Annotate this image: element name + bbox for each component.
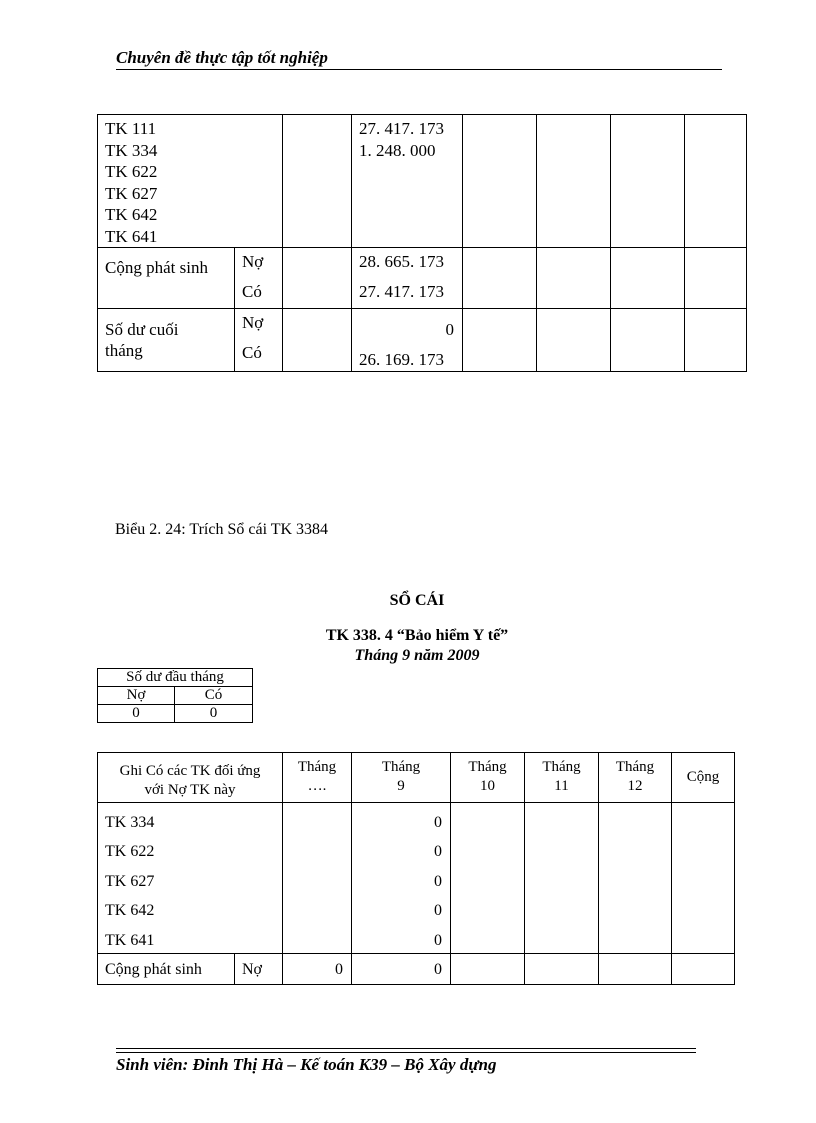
- debit-value: 0: [98, 705, 175, 723]
- total-month-9-value: 0: [352, 954, 451, 985]
- ledger-account-title: TK 338. 4 “Bảo hiểm Y tế”: [325, 627, 509, 644]
- list-item: TK 641: [105, 226, 158, 246]
- list-item: TK 622: [105, 843, 155, 861]
- total-prev-month-value: 0: [283, 954, 352, 985]
- month-9-values: [352, 803, 451, 954]
- footer-rule: [116, 1048, 696, 1049]
- month-header: Tháng ….: [283, 753, 352, 803]
- figure-caption: Biểu 2. 24: Trích Sổ cái TK 3384: [115, 521, 329, 538]
- total-header: Cộng: [672, 753, 735, 803]
- list-item: TK 627: [105, 872, 155, 890]
- contra-account-list: [98, 115, 283, 248]
- debit-credit-labels: Nợ Có: [235, 248, 283, 309]
- footer-rule: [116, 1052, 696, 1053]
- debit-label: Nợ: [235, 954, 283, 985]
- amount-list: [352, 115, 463, 248]
- month-header: Tháng 10: [451, 753, 525, 803]
- closing-balance-values: 0 26. 169. 173: [352, 309, 463, 372]
- ledger-table: [97, 752, 735, 985]
- month-header: Tháng 9: [352, 753, 451, 803]
- list-item: TK 334: [105, 140, 158, 160]
- ledger-period: Tháng 9 năm 2009: [354, 647, 480, 664]
- amount-value: 0: [434, 843, 442, 861]
- total-arising-values: 28. 665. 173 27. 417. 173: [352, 248, 463, 309]
- list-item: TK 641: [105, 931, 155, 949]
- total-arising-label: Cộng phát sinh: [98, 954, 235, 985]
- page-footer-text: Sinh viên: Đinh Thị Hà – Kế toán K39 – Bộ Xây dựng: [116, 1055, 497, 1074]
- credit-value: 0: [175, 705, 253, 723]
- month-header: Tháng 11: [525, 753, 599, 803]
- list-item: TK 334: [105, 814, 155, 831]
- list-item: TK 622: [105, 162, 158, 181]
- opening-balance-title: Số dư đầu tháng: [98, 669, 253, 687]
- page-header-title: Chuyên đề thực tập tốt nghiệp: [116, 48, 328, 67]
- amount-value: 0: [434, 872, 442, 890]
- debit-label: Nợ: [98, 687, 175, 705]
- month-header: Tháng 12: [599, 753, 672, 803]
- ledger-continuation-table: [97, 114, 747, 372]
- list-item: TK 111: [105, 119, 157, 138]
- list-item: TK 642: [105, 902, 155, 920]
- opening-balance-table: [97, 668, 253, 723]
- amount-value: 27. 417. 173: [359, 119, 445, 138]
- contra-account-header: Ghi Có các TK đối ứng với Nợ TK này: [98, 753, 283, 803]
- amount-value: 0: [434, 931, 442, 949]
- contra-account-list: [98, 803, 283, 954]
- list-item: TK 642: [105, 205, 158, 224]
- header-rule: [116, 69, 722, 70]
- amount-value: 0: [434, 814, 442, 831]
- debit-credit-labels: Nợ Có: [235, 309, 283, 372]
- credit-label: Có: [175, 687, 253, 705]
- list-item: TK 627: [105, 183, 158, 203]
- closing-balance-label: Số dư cuối tháng: [98, 309, 235, 372]
- total-arising-label: Cộng phát sinh: [98, 248, 235, 309]
- amount-value: 1. 248. 000: [359, 140, 436, 160]
- amount-value: 0: [434, 902, 442, 920]
- ledger-title: SỔ CÁI: [389, 592, 445, 609]
